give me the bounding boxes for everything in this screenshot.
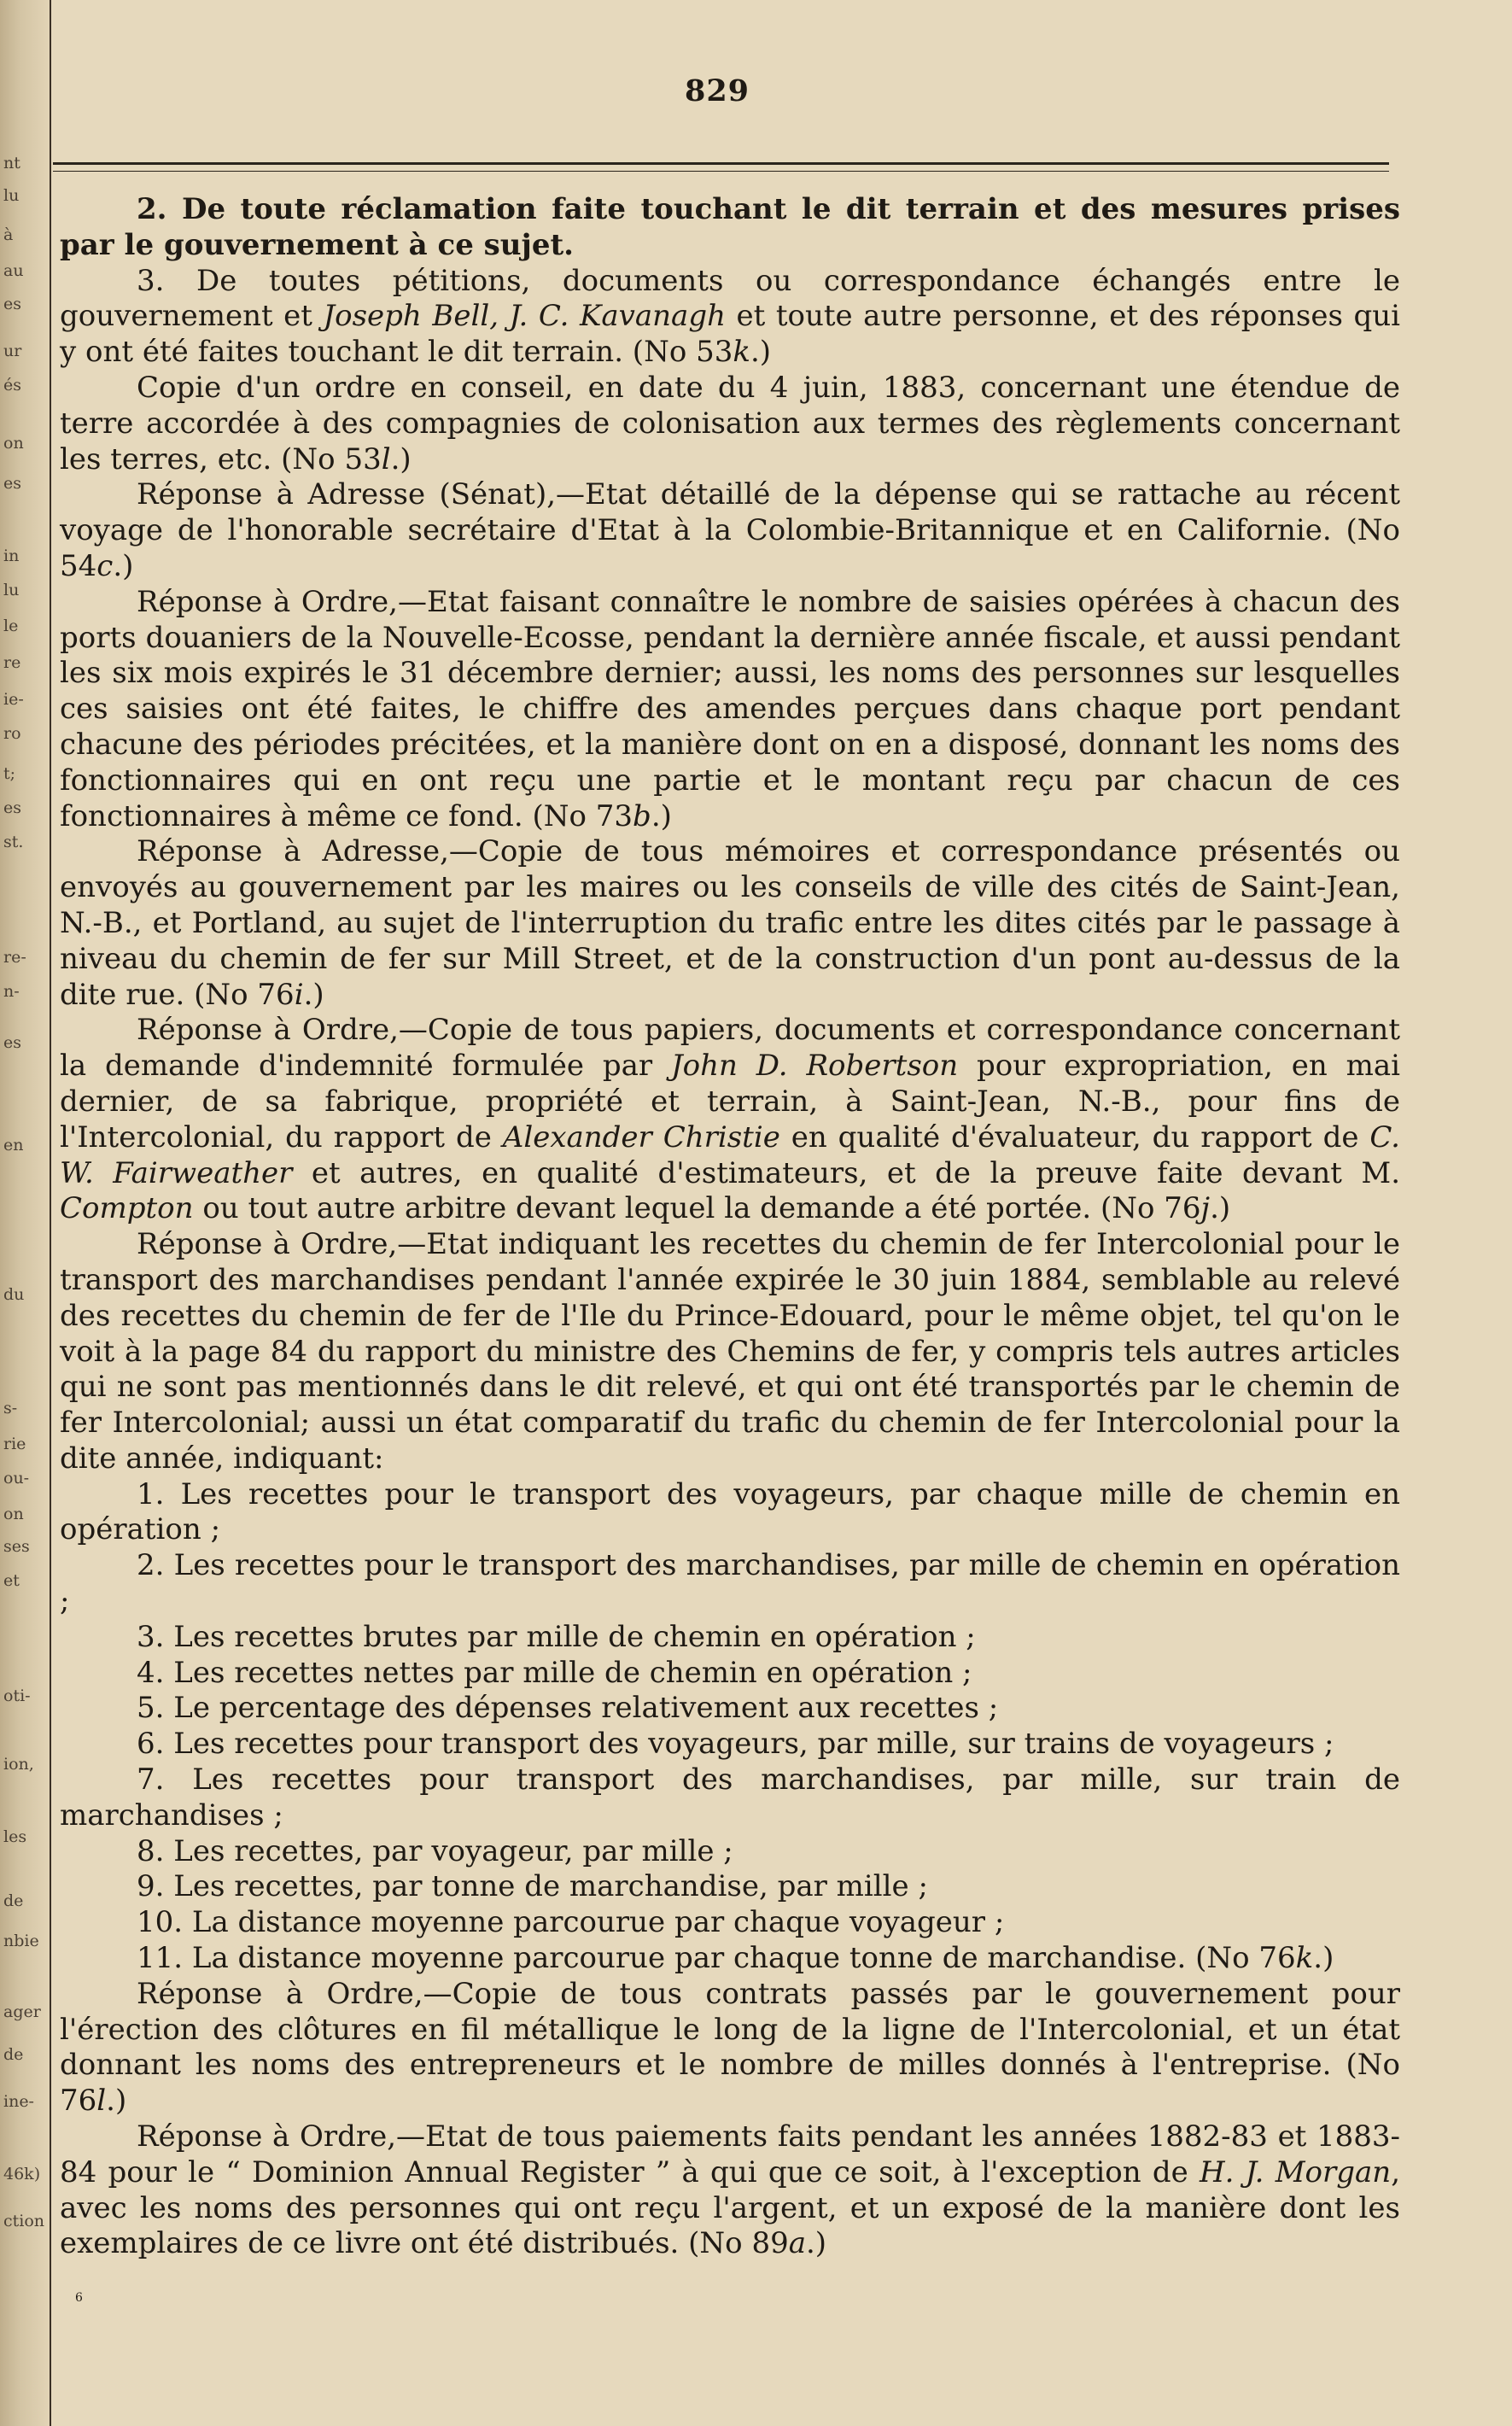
list-item: 7. Les recettes pour transport des marchandises, par mille, sur train de marchandises ; (60, 1763, 1400, 1833)
paragraph: Copie d'un ordre en conseil, en date du 4 juin, 1883, concernant une étendue de terre accordée à des compagnies de colonisation aux termes des règlements concernant les terres, etc. (No 53l.) (60, 370, 1400, 476)
margin-fragment: in (3, 547, 20, 565)
paragraph-robertson: Réponse à Ordre,—Copie de tous papiers, documents et correspondance concernant la demande d'indemnité formulée par John D. Robertson pour expropriation, en mai dernier, de sa fabrique, propriété et terrain, à Saint-Jean, N.-B., pour fins de l'Intercolonial, du rapport de Alexander Christie en qualité d'évaluateur, du rapport de C. W. Fairweather et autres, en qualité d'estimateurs, et de la preuve faite devant M. Compton ou tout autre arbitre devant lequel la demande a été portée. (No 76j.) (60, 1013, 1401, 1226)
doc-ref: l (381, 441, 391, 476)
doc-ref: k (733, 335, 750, 370)
list-item: 8. Les recettes, par voyageur, par mille ; (137, 1833, 733, 1868)
person-name: John D. Robertson (671, 1049, 959, 1084)
doc-ref: a (788, 2226, 806, 2261)
list-item: 9. Les recettes, par tonne de marchandise, par mille ; (137, 1869, 928, 1904)
margin-fragment: s- (3, 1399, 18, 1418)
list-item: 6. Les recettes pour transport des voyageurs, par mille, sur trains de voyageurs ; (137, 1727, 1334, 1762)
paragraph: Réponse à Adresse,—Copie de tous mémoires et correspondance présentés ou envoyés au gouvernement par les maires ou les conseils de ville des cités de Saint-Jean, N.-B., et Portland, au sujet de l'interruption du trafic entre les dites cités par le passage à niveau du chemin de fer sur Mill Street, et de la construction d'un pont au-dessus de la dite rue. (No 76i.) (60, 834, 1400, 1012)
doc-ref: j (1200, 1191, 1211, 1226)
margin-fragment: à (3, 225, 14, 244)
person-name: C. W. Fairweather (60, 1119, 1400, 1190)
person-names: Joseph Bell, J. C. Kavanagh (323, 299, 726, 334)
margin-fragment: ie- (3, 690, 24, 709)
header-rule-bottom (53, 171, 1389, 172)
margin-fragment: de (3, 1891, 24, 1910)
header-rule-top (53, 162, 1389, 165)
margin-fragment: ction (3, 2212, 45, 2230)
margin-fragment: on (3, 1505, 24, 1523)
margin-fragment: ine- (3, 2092, 34, 2111)
list-item: 4. Les recettes nettes par mille de chemin en opération ; (137, 1655, 972, 1690)
person-name: Alexander Christie (502, 1119, 780, 1155)
margin-fragment: st. (3, 833, 24, 851)
paragraph: Réponse à Ordre,—Etat faisant connaître le nombre de saisies opérées à chacun des ports douaniers de la Nouvelle-Ecosse, pendant la dernière année fiscale, et aussi pendant les six mois expirés le 31 décembre dernier; aussi, les noms des personnes sur lesquelles ces saisies ont été faites, le chiffre des amendes perçues dans chaque port pendant chacune des périodes précitées, et la manière dont on en a disposé, donnant les noms des fonctionnaires qui en ont reçu une partie et le montant reçu par chacun de ces fonctionnaires à même ce fond. (No 73b.) (60, 584, 1400, 833)
margin-fragment: es (3, 474, 21, 493)
margin-fragment: on (3, 434, 24, 453)
margin-fragment: de (3, 2045, 24, 2064)
margin-fragment: et (3, 1571, 20, 1590)
margin-fragment: ou- (3, 1469, 30, 1488)
list-item: 11. La distance moyenne parcourue par chaque tonne de marchandise. (No 76k.) (137, 1941, 1334, 1976)
margin-fragment: lu (3, 186, 20, 205)
margin-fragment: lu (3, 581, 20, 599)
list-item: 10. La distance moyenne parcourue par chaque voyageur ; (137, 1905, 1005, 1940)
margin-fragment: és (3, 376, 21, 395)
margin-fragment: au (3, 261, 24, 280)
paragraph-intercolonial: Réponse à Ordre,—Etat indiquant les recettes du chemin de fer Intercolonial pour le transport des marchandises pendant l'année expirée le 30 juin 1884, semblable au relevé des recettes du chemin de fer de l'Ile du Prince-Edouard, pour le même objet, tel qu'on le voit à la page 84 du rapport du ministre des Chemins de fer, y compris tels autres articles qui ne sont pas mentionnés dans le dit relevé, et qui ont été transportés par le chemin de fer Intercolonial; aussi un état comparatif du trafic du chemin de fer Intercolonial pour la dite année, indiquant: (60, 1227, 1400, 1476)
margin-fragment: nbie (3, 1932, 39, 1950)
page-gutter (0, 0, 51, 2426)
person-name: Compton (60, 1191, 194, 1226)
intro-item: 3. De toutes pétitions, documents ou correspondance échangés entre le gouvernement et Joseph Bell, J. C. Kavanagh et toute autre personne, et des réponses qui y ont été faites touchant le dit terrain. (No 53k.) (60, 263, 1400, 370)
paragraph: Réponse à Adresse (Sénat),—Etat détaillé de la dépense qui se rattache au récent voyage de l'honorable secrétaire d'Etat à la Colombie-Britannique et en Californie. (No 54c.) (60, 477, 1400, 583)
margin-fragment: 46k) (3, 2165, 41, 2183)
paragraph-morgan: Réponse à Ordre,—Etat de tous paiements faits pendant les années 1882-83 et 1883-84 pour le “ Dominion Annual Register ” à qui que ce soit, à l'exception de H. J. Morgan, avec les noms des personnes qui ont reçu l'argent, et un exposé de la manière dont les exemplaires de ce livre ont été distribués. (No 89a.) (60, 2119, 1400, 2261)
margin-fragment: es (3, 798, 21, 817)
margin-fragment: du (3, 1285, 25, 1304)
margin-fragment: es (3, 295, 21, 313)
margin-fragment: n- (3, 982, 20, 1001)
margin-fragment: le (3, 617, 19, 635)
doc-ref: b (633, 798, 651, 833)
margin-fragment: ro (3, 724, 21, 743)
person-name: H. J. Morgan (1199, 2154, 1392, 2189)
intro-item: 2. De toute réclamation faite touchant le dit terrain et des mesures prises par le gouvernement à ce sujet. (60, 192, 1400, 262)
margin-fragment: ion, (3, 1755, 34, 1774)
margin-fragment: re (3, 653, 21, 672)
margin-fragment: ager (3, 2002, 41, 2021)
list-item: 2. Les recettes pour le transport des marchandises, par mille de chemin en opération ; (60, 1548, 1400, 1619)
margin-fragment: es (3, 1033, 21, 1052)
margin-fragment: les (3, 1827, 27, 1846)
margin-fragment: en (3, 1136, 24, 1155)
margin-fragment: t; (3, 764, 16, 783)
margin-fragment: oti- (3, 1687, 31, 1705)
paragraph-clotures: Réponse à Ordre,—Copie de tous contrats passés par le gouvernement pour l'érection des clôtures en fil métallique le long de la ligne de l'Intercolonial, et un état donnant les noms des entrepreneurs et le nombre de milles donnés à l'entreprise. (No 76l.) (60, 1976, 1400, 2119)
margin-fragment: nt (3, 154, 20, 172)
list-item: 5. Le percentage des dépenses relativement aux recettes ; (137, 1691, 999, 1726)
doc-ref: i (294, 977, 304, 1012)
document-body (60, 192, 1400, 2262)
list-item: 3. Les recettes brutes par mille de chemin en opération ; (137, 1619, 976, 1654)
list-item: 1. Les recettes pour le transport des voyageurs, par chaque mille de chemin en opération ; (60, 1476, 1400, 1547)
page-number: 829 (684, 73, 750, 108)
margin-fragment: ur (3, 342, 22, 360)
numbered-list (60, 1477, 1400, 1977)
doc-ref: k (1295, 1941, 1314, 1976)
footer-mark: 6 (75, 2291, 83, 2305)
margin-fragment: re- (3, 948, 26, 967)
margin-fragment: ses (3, 1537, 30, 1556)
margin-fragment: rie (3, 1435, 26, 1453)
doc-ref: c (96, 548, 114, 583)
doc-ref: l (96, 2084, 107, 2119)
